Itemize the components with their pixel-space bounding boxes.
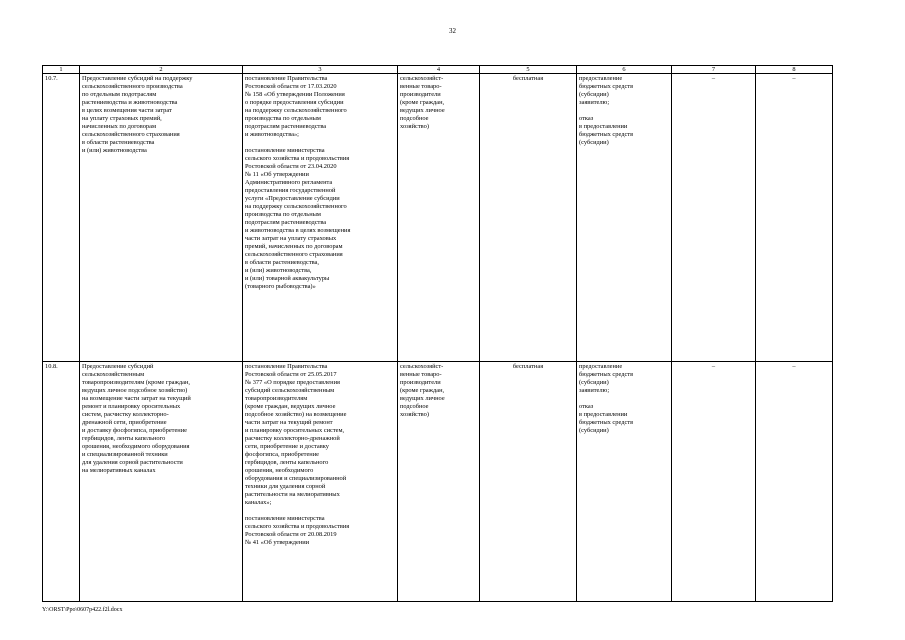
col8-value: – <box>756 74 833 362</box>
service-name: Предоставление субсидий на поддержку сельскохозяйственного производства по отдельным подотраслям растениеводства и животноводства в целях возмещения части затрат на уплату страховых премий, начисленных по договорам сельскохозяйственного страхования в области растениеводства и (или) животноводства <box>80 74 243 362</box>
header-row <box>43 66 833 74</box>
header-cell: 2 <box>80 66 243 74</box>
recipients: сельскохозяйст- венные товаро- производители (кроме граждан, ведущих личное подсобное хозяйство) <box>398 362 480 602</box>
header-cell: 5 <box>480 66 577 74</box>
row-number: 10.8. <box>43 362 80 602</box>
legal-basis: постановление Правительства Ростовской области от 25.05.2017 № 377 «О порядке предоставления субсидий сельскохозяйственным товаропроизводителям (кроме граждан, ведущих личное подсобное хозяйство) на возмещение части затрат на текущий ремонт и планировку оросительных систем, расчистку коллекторно-дренажной сети, приобретение и доставку фосфогипса, приобретение гербицидов, ленты капельного орошения, необходимого оборудования и специализированной техники для удаления сорной растительности на мелиоративных каналах»; постановление министерства сельского хозяйства и продовольствия Ростовской области от 20.08.2019 № 41 «Об утверждении <box>243 362 398 602</box>
header-cell: 7 <box>672 66 756 74</box>
legal-basis: постановление Правительства Ростовской области от 17.03.2020 № 158 «Об утверждении Положения о порядке предоставления субсидии на поддержку сельскохозяйственного производства по отдельным подотраслям растениеводства и животноводства»; постановление министерства сельского хозяйства и продовольствия Ростовской области от 23.04.2020 № 11 «Об утверждении Административного регламента предоставления государственной услуги «Предоставление субсидии на поддержку сельскохозяйственного производства по отдельным подотраслям растениеводства и животноводства в целях возмещения части затрат на уплату страховых премий, начисленных по договорам сельскохозяйственного страхования в области растениеводства, и (или) животноводства, и (или) товарной аквакультуры (товарного рыбоводства)» <box>243 74 398 362</box>
result: предоставление бюджетных средств (субсидии) заявителю; отказ в предоставлении бюджетных средств (субсидии) <box>577 74 672 362</box>
header-cell: 8 <box>756 66 833 74</box>
result: предоставление бюджетных средств (субсидии) заявителю; отказ в предоставлении бюджетных средств (субсидии) <box>577 362 672 602</box>
header-cell: 1 <box>43 66 80 74</box>
fee: бесплатная <box>480 362 577 602</box>
table-row <box>43 74 833 362</box>
service-name: Предоставление субсидий сельскохозяйственным товаропроизводителям (кроме граждан, ведущих личное подсобное хозяйство) на возмещение части затрат на текущий ремонт и планировку оросительных систем, расчистку коллекторно- дренажной сети, приобретение и доставку фосфогипса, приобретение гербицидов, ленты капельного орошения, необходимого оборудования и специализированной техники для удаления сорной растительности на мелиоративных каналах <box>80 362 243 602</box>
table-row <box>43 362 833 602</box>
fee: бесплатная <box>480 74 577 362</box>
header-cell: 6 <box>577 66 672 74</box>
footer-file-path: Y:\ORST\Ppo\0607p422.f2l.docx <box>42 607 123 613</box>
header-cell: 3 <box>243 66 398 74</box>
services-table <box>42 65 833 602</box>
header-cell: 4 <box>398 66 480 74</box>
recipients: сельскохозяйст- венные товаро- производители (кроме граждан, ведущих личное подсобное хозяйство) <box>398 74 480 362</box>
col8-value: – <box>756 362 833 602</box>
col7-value: – <box>672 362 756 602</box>
row-number: 10.7. <box>43 74 80 362</box>
col7-value: – <box>672 74 756 362</box>
page-number: 32 <box>449 27 456 35</box>
